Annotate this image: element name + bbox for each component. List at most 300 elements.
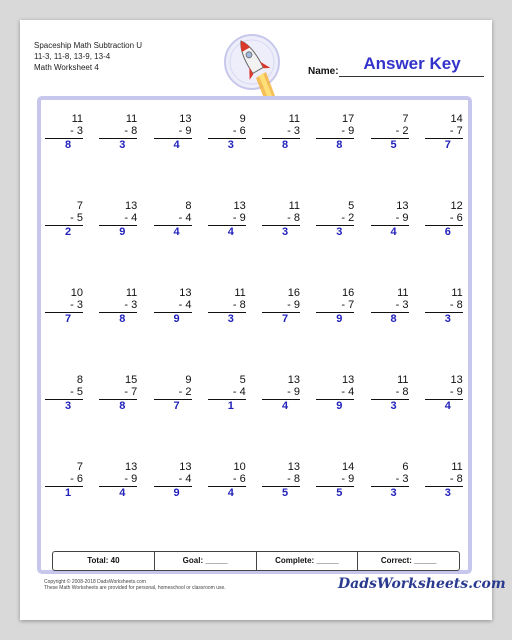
answer: 8 (390, 313, 397, 325)
minuend: 15 (125, 374, 138, 386)
problem-row (37, 200, 471, 287)
answer: 4 (119, 487, 126, 499)
subtrahend (316, 299, 354, 313)
answer: 9 (119, 226, 126, 238)
subtraction-problem (37, 113, 91, 200)
minus-sign: - (287, 386, 294, 398)
subtraction-problem (91, 113, 145, 200)
minus-sign: - (341, 299, 349, 311)
problem-stack (45, 113, 83, 152)
problem-row (37, 113, 471, 200)
subtrahend (99, 299, 137, 313)
subtrahend (45, 212, 83, 226)
subtraction-problem (91, 200, 145, 287)
minus-sign: - (70, 386, 77, 398)
problem-stack (316, 374, 354, 413)
goal-cell[interactable]: Goal: _____ (155, 552, 257, 570)
problem-stack (316, 287, 354, 326)
minus-sign: - (232, 212, 240, 224)
subtraction-problem (146, 200, 200, 287)
answer: 3 (281, 226, 289, 238)
subtrahend (208, 299, 246, 313)
subtrahend (45, 125, 83, 139)
minus-sign: - (449, 299, 457, 311)
subtraction-problem (200, 461, 254, 548)
minuend: 10 (233, 461, 246, 473)
copyright-notice (44, 579, 226, 591)
subtrahend-value: 4 (239, 386, 246, 398)
minus-sign: - (341, 125, 349, 137)
subtrahend-value: 3 (76, 125, 83, 137)
problem-stack (371, 200, 409, 239)
subtrahend (371, 212, 409, 226)
subtrahend-value: 8 (293, 212, 300, 224)
problem-stack (45, 461, 83, 500)
minuend: 11 (397, 374, 409, 386)
subtrahend (425, 386, 463, 400)
subtrahend-value: 3 (402, 299, 409, 311)
subtraction-problem (254, 200, 308, 287)
minus-sign: - (70, 125, 77, 137)
subtraction-problem (200, 200, 254, 287)
minuend: 11 (451, 461, 463, 473)
subtrahend-value: 9 (293, 299, 300, 311)
minus-sign: - (178, 473, 186, 485)
answer: 2 (64, 226, 72, 238)
problem-stack (208, 113, 246, 152)
problem-stack (154, 287, 192, 326)
worksheet-facts: 11-3, 11-8, 13-9, 13-4 (34, 52, 111, 61)
subtrahend (371, 386, 409, 400)
minuend: 16 (342, 287, 355, 299)
worksheet-subtitle: Math Worksheet 4 (34, 63, 99, 72)
minuend: 13 (342, 374, 355, 386)
answer: 4 (281, 400, 289, 412)
answer: 5 (281, 487, 289, 499)
minus-sign: - (449, 473, 457, 485)
name-label: Name: (308, 66, 339, 77)
minus-sign: - (124, 386, 132, 398)
subtraction-problem (363, 113, 417, 200)
subtrahend-value: 2 (185, 386, 192, 398)
minus-sign: - (232, 473, 240, 485)
subtrahend-value: 4 (185, 212, 192, 224)
answer: 6 (444, 226, 451, 238)
answer: 3 (390, 400, 397, 412)
answer: 3 (390, 487, 397, 499)
subtrahend-value: 2 (402, 125, 409, 137)
subtrahend (154, 125, 192, 139)
problem-stack (208, 374, 246, 413)
copyright-line: Copyright © 2008-2018 DadsWorksheets.com (44, 579, 146, 585)
answer: 1 (64, 487, 72, 499)
problem-stack (425, 287, 463, 326)
subtrahend-value: 7 (348, 299, 355, 311)
answer-key-title: Answer Key (363, 54, 461, 73)
subtraction-problem (417, 374, 471, 461)
subtraction-problem (254, 287, 308, 374)
subtraction-problem (146, 113, 200, 200)
minuend: 7 (76, 461, 83, 473)
minuend: 11 (125, 113, 138, 125)
minuend: 11 (288, 113, 300, 125)
subtraction-problem (37, 461, 91, 548)
minuend: 11 (125, 287, 138, 299)
answer: 8 (336, 139, 343, 151)
subtraction-problem (254, 113, 308, 200)
problem-stack (99, 287, 137, 326)
problem-stack (316, 200, 354, 239)
subtrahend (262, 125, 300, 139)
minuend: 13 (125, 200, 138, 212)
subtraction-problem (37, 287, 91, 374)
answer: 1 (227, 400, 234, 412)
answer: 3 (336, 226, 343, 238)
subtrahend-value: 8 (456, 299, 463, 311)
minuend: 11 (397, 287, 409, 299)
problem-stack (154, 374, 192, 413)
subtrahend-value: 9 (293, 386, 300, 398)
minus-sign: - (178, 212, 186, 224)
problem-row (37, 374, 471, 461)
answer: 4 (227, 487, 234, 499)
total-cell: Total: 40 (53, 552, 155, 570)
minus-sign: - (232, 299, 240, 311)
minuend: 12 (450, 200, 463, 212)
minus-sign: - (287, 299, 294, 311)
answer: 3 (119, 139, 126, 151)
answer: 9 (336, 400, 343, 412)
problem-stack (262, 374, 300, 413)
minuend: 13 (179, 287, 192, 299)
subtrahend-value: 4 (348, 386, 355, 398)
answer: 7 (444, 139, 451, 151)
subtrahend (208, 212, 246, 226)
answer: 5 (336, 487, 343, 499)
subtrahend-value: 9 (456, 386, 463, 398)
minuend: 13 (450, 374, 463, 386)
problem-stack (99, 461, 137, 500)
correct-cell[interactable]: Correct: _____ (380, 556, 437, 565)
minuend: 7 (76, 200, 83, 212)
minus-sign: - (449, 125, 457, 137)
minus-sign: - (395, 125, 403, 137)
problem-stack (262, 287, 300, 326)
subtrahend (208, 125, 246, 139)
worksheet-title: Spaceship Math Subtraction U (34, 41, 143, 50)
minus-sign: - (341, 473, 349, 485)
problem-stack (371, 113, 409, 152)
subtrahend (425, 125, 463, 139)
minuend: 13 (179, 461, 192, 473)
subtrahend-value: 2 (348, 212, 355, 224)
subtrahend (208, 473, 246, 487)
subtrahend (45, 386, 83, 400)
subtrahend (208, 386, 246, 400)
minus-sign: - (232, 386, 240, 398)
answer: 8 (281, 139, 289, 151)
subtrahend-value: 8 (456, 473, 463, 485)
answer: 3 (64, 400, 72, 412)
subtraction-problem (417, 287, 471, 374)
subtrahend (154, 473, 192, 487)
problem-stack (371, 287, 409, 326)
minus-sign: - (124, 125, 132, 137)
subtraction-problem (363, 200, 417, 287)
subtrahend (45, 473, 83, 487)
answer: 5 (390, 139, 397, 151)
minus-sign: - (341, 212, 349, 224)
minus-sign: - (70, 473, 77, 485)
subtrahend-value: 9 (348, 473, 355, 485)
minus-sign: - (395, 386, 403, 398)
problem-stack (262, 200, 300, 239)
problem-stack (262, 461, 300, 500)
problem-stack (425, 461, 463, 500)
minus-sign: - (178, 125, 186, 137)
minuend: 16 (287, 287, 300, 299)
answer: 8 (119, 313, 126, 325)
minus-sign: - (124, 299, 132, 311)
minus-sign: - (124, 212, 132, 224)
minuend: 13 (396, 200, 409, 212)
minuend: 9 (239, 113, 246, 125)
subtrahend (316, 386, 354, 400)
subtrahend-value: 6 (76, 473, 83, 485)
usage-line: These Math Worksheets are provided for personal, homeschool or classroom use. (44, 585, 226, 591)
subtraction-problem (37, 200, 91, 287)
subtraction-problem (254, 461, 308, 548)
minus-sign: - (178, 299, 186, 311)
subtraction-problem (200, 374, 254, 461)
answer: 8 (119, 400, 126, 412)
subtrahend (316, 473, 354, 487)
minuend: 11 (451, 287, 463, 299)
answer: 4 (227, 226, 234, 238)
subtrahend (99, 473, 137, 487)
minuend: 9 (185, 374, 192, 386)
subtraction-problem (308, 461, 362, 548)
minuend: 6 (402, 461, 409, 473)
subtrahend (262, 299, 300, 313)
subtrahend (99, 125, 137, 139)
problem-stack (425, 374, 463, 413)
minuend: 13 (179, 113, 192, 125)
subtrahend (154, 212, 192, 226)
complete-cell[interactable]: Complete: _____ (257, 552, 359, 570)
subtrahend (45, 299, 83, 313)
answer: 7 (281, 313, 289, 325)
answer: 7 (64, 313, 72, 325)
minus-sign: - (395, 212, 403, 224)
answer: 3 (444, 487, 451, 499)
minuend: 11 (71, 113, 83, 125)
subtrahend (371, 473, 409, 487)
subtrahend (262, 386, 300, 400)
answer: 4 (173, 139, 180, 151)
problem-stack (425, 113, 463, 152)
answer: 9 (173, 313, 180, 325)
subtrahend-value: 9 (185, 125, 192, 137)
minuend: 5 (239, 374, 246, 386)
problem-stack (262, 113, 300, 152)
minuend: 14 (342, 461, 355, 473)
problem-stack (208, 287, 246, 326)
subtrahend-value: 4 (131, 212, 138, 224)
problem-stack (208, 461, 246, 500)
answer: 7 (173, 400, 180, 412)
answer: 8 (64, 139, 72, 151)
subtraction-problem (308, 200, 362, 287)
answer: 4 (390, 226, 397, 238)
subtraction-problem (146, 461, 200, 548)
subtrahend-value: 6 (239, 473, 246, 485)
minuend: 14 (450, 113, 463, 125)
subtrahend (425, 299, 463, 313)
problem-row (37, 461, 471, 548)
problem-stack (371, 461, 409, 500)
problem-stack (45, 287, 83, 326)
subtrahend (154, 386, 192, 400)
subtrahend-value: 6 (239, 125, 246, 137)
subtraction-problem (37, 374, 91, 461)
subtrahend-value: 4 (185, 473, 192, 485)
subtrahend-value: 3 (402, 473, 409, 485)
minus-sign: - (70, 299, 77, 311)
subtrahend-value: 3 (131, 299, 138, 311)
score-footer (52, 551, 460, 571)
minus-sign: - (395, 299, 403, 311)
subtraction-problem (363, 287, 417, 374)
subtraction-problem (91, 461, 145, 548)
dadsworksheets-logo[interactable]: DadsWorksheets.com (338, 576, 506, 592)
subtrahend-value: 6 (456, 212, 463, 224)
subtraction-problem (254, 374, 308, 461)
subtraction-problem (363, 374, 417, 461)
minus-sign: - (449, 212, 457, 224)
answer: 3 (227, 313, 234, 325)
subtraction-problem (363, 461, 417, 548)
minuend: 13 (125, 461, 138, 473)
minus-sign: - (124, 473, 132, 485)
minuend: 13 (287, 374, 300, 386)
subtraction-problem (200, 287, 254, 374)
subtrahend-value: 5 (76, 212, 83, 224)
subtrahend (425, 473, 463, 487)
problem-stack (316, 113, 354, 152)
subtraction-problem (91, 287, 145, 374)
problem-stack (316, 461, 354, 500)
subtrahend-value: 8 (402, 386, 409, 398)
worksheet-header (34, 40, 142, 73)
subtrahend (371, 299, 409, 313)
answer: 3 (444, 313, 451, 325)
minuend: 8 (185, 200, 192, 212)
subtraction-problem (91, 374, 145, 461)
subtrahend-value: 9 (402, 212, 409, 224)
minus-sign: - (341, 386, 349, 398)
minuend: 8 (76, 374, 83, 386)
subtraction-problem (417, 113, 471, 200)
subtrahend-value: 3 (293, 125, 300, 137)
problem-grid (37, 113, 471, 548)
subtraction-problem (146, 374, 200, 461)
subtrahend-value: 9 (131, 473, 138, 485)
problem-stack (99, 113, 137, 152)
minus-sign: - (178, 386, 186, 398)
subtrahend (371, 125, 409, 139)
subtrahend-value: 5 (76, 386, 83, 398)
subtrahend-value: 8 (131, 125, 138, 137)
name-field-line[interactable] (339, 76, 484, 77)
subtraction-problem (308, 287, 362, 374)
answer: 4 (444, 400, 451, 412)
problem-row (37, 287, 471, 374)
minus-sign: - (395, 473, 403, 485)
subtrahend-value: 9 (239, 212, 246, 224)
minuend: 11 (288, 200, 300, 212)
minuend: 11 (234, 287, 246, 299)
problem-stack (208, 200, 246, 239)
subtrahend-value: 7 (456, 125, 463, 137)
subtrahend (262, 212, 300, 226)
subtrahend (262, 473, 300, 487)
answer: 4 (173, 226, 180, 238)
subtrahend-value: 7 (131, 386, 138, 398)
answer: 3 (227, 139, 234, 151)
minuend: 17 (342, 113, 355, 125)
minus-sign: - (287, 212, 294, 224)
minuend: 13 (233, 200, 246, 212)
subtraction-problem (417, 200, 471, 287)
subtrahend (316, 125, 354, 139)
minus-sign: - (70, 212, 77, 224)
minus-sign: - (232, 125, 240, 137)
answer: 9 (173, 487, 180, 499)
problem-stack (45, 374, 83, 413)
subtraction-problem (200, 113, 254, 200)
problem-stack (154, 461, 192, 500)
subtrahend (154, 299, 192, 313)
subtrahend (425, 212, 463, 226)
problem-stack (45, 200, 83, 239)
subtraction-problem (308, 374, 362, 461)
worksheet-page (20, 20, 506, 620)
minus-sign: - (287, 473, 294, 485)
minus-sign: - (449, 386, 457, 398)
problem-stack (99, 374, 137, 413)
problem-stack (154, 113, 192, 152)
subtrahend-value: 3 (76, 299, 83, 311)
minus-sign: - (287, 125, 294, 137)
minuend: 10 (70, 287, 83, 299)
problem-stack (99, 200, 137, 239)
minuend: 13 (287, 461, 300, 473)
subtraction-problem (417, 461, 471, 548)
subtraction-problem (146, 287, 200, 374)
subtrahend (316, 212, 354, 226)
problem-stack (154, 200, 192, 239)
problem-stack (425, 200, 463, 239)
minuend: 5 (348, 200, 355, 212)
subtrahend-value: 9 (348, 125, 355, 137)
minuend: 7 (402, 113, 409, 125)
subtrahend (99, 212, 137, 226)
subtrahend-value: 4 (185, 299, 192, 311)
subtrahend-value: 8 (293, 473, 300, 485)
answer: 9 (336, 313, 343, 325)
subtrahend (99, 386, 137, 400)
